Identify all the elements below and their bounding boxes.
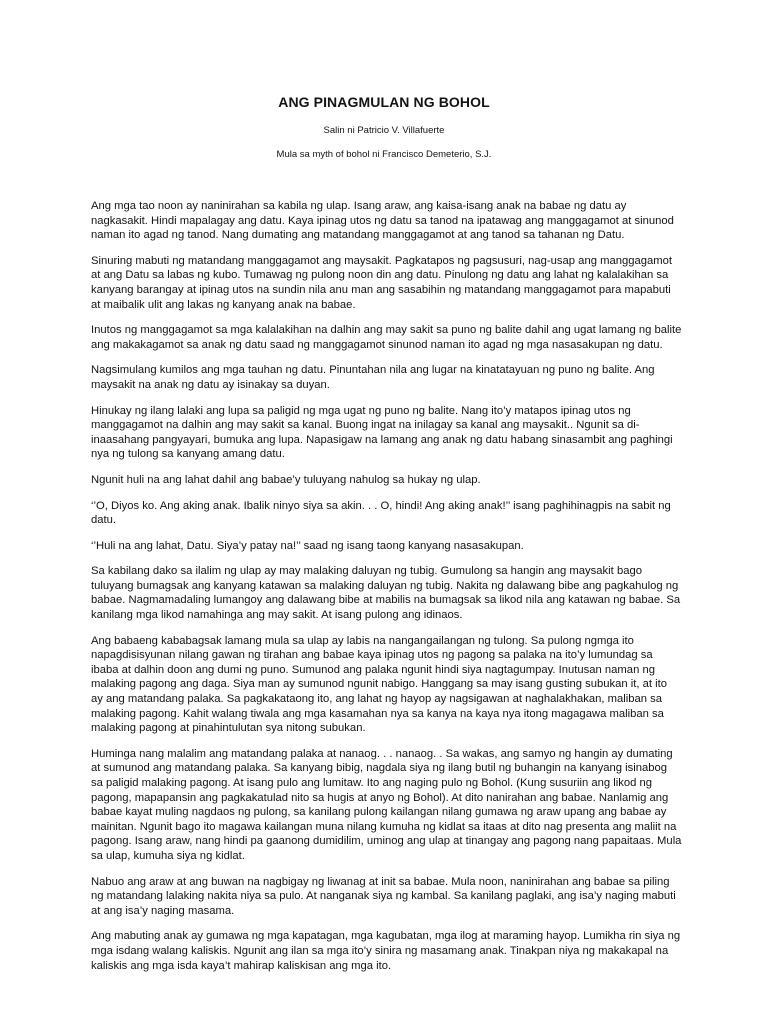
document-body	[91, 199, 682, 984]
paragraph: Sinuring mabuti ng matandang manggagamot ang maysakit. Pagkatapos ng pagsusuri, nag-usap ang manggagamot at ang Datu sa labas ng kubo. Tumawag ng pulong noon din ang datu. Pinulong ng datu ang lahat ng kalalakihan sa kanyang barangay at ipinag utos na sundin nila anu man ang sasabihin ng matandang manggagamot para mapabuti at maibalik ulit ang lakas ng kanyang anak na babae.	[91, 254, 673, 311]
paragraph: Sa kabilang dako sa ilalim ng ulap ay may malaking daluyan ng tubig. Gumulong sa hangin ang maysakit bago tuluyang bumagsak ang kanyang katawan sa malaking daluyan ng tubig. Nakita ng dalawang bibe ang pagkahulog ng babae. Nagmamadaling lumangoy ang dalawang bibe at mabilis na bumagsak sa likod nila ang katawan ng babae. Sa kanilang mga likod namahinga ang may sakit. At isang pulong ang idinaos.	[91, 565, 681, 622]
paragraph: Huminga nang malalim ang matandang palaka at nanaog. . . nanaog. . Sa wakas, ang samyo ng hangin ay dumating at sumunod ang matandang palaka. Sa kanyang bibig, nagdala siya ng ilang butil ng buhangin na kanyang isinabog sa paligid malaking pagong. At isang pulo ang lumitaw. Ito ang naging pulo ng Bohol. (Kung susuriin ang likod ng pagong, mapapansin ang pagkakatulad nito sa hugis at anyo ng Bohol). At dito nanirahan ang babae. Nanlamig ang babae kayat muling nagdaos ng pulong, sa kanilang pulong kailangan nilang gumawa ng araw upang ang babae ay mainitan. Ngunit bago ito magawa kailangan muna nilang kumuha ng kidlat sa itaas at dito nag presenta ang maliit na pagong. Isang araw, nang hindi pa gaanong dumidilim, uminog ang ulap at tinangay ang pagong nang papaitaas. Mula sa ulap, kumuha siya ng kidlat.	[91, 747, 682, 862]
paragraph: Ang mabuting anak ay gumawa ng mga kapatagan, mga kagubatan, mga ilog at maraming hayop. Lumikha rin siya ng mga isdang walang kaliskis. Ngunit ang ilan sa mga ito’y sinira ng masamang anak. Tinakpan niya ng makakapal na kaliskis ang mga isda kaya’t mahirap kaliskisan ang mga ito.	[91, 930, 681, 972]
source-credit: Mula sa myth of bohol ni Francisco Demeterio, S.J.	[276, 149, 492, 160]
document-title: ANG PINAGMULAN NG BOHOL	[278, 94, 490, 110]
paragraph: Ang mga tao noon ay naninirahan sa kabila ng ulap. Isang araw, ang kaisa-isang anak na babae ng datu ay nagkasakit. Hindi mapalagay ang datu. Kaya ipinag utos ng datu sa tanod na ipatawag ang manggagamot at sinunod naman ito agad ng tanod. Nang dumating ang matandang manggagamot at ang tanod sa tahanan ng Datu.	[91, 200, 674, 242]
translator-credit: Salin ni Patricio V. Villafuerte	[323, 125, 445, 136]
paragraph: ‘’Huli na ang lahat, Datu. Siya’y patay na!’’ saad ng isang taong kanyang nasasakupan.	[91, 539, 524, 552]
paragraph: Inutos ng manggagamot sa mga kalalakihan na dalhin ang may sakit sa puno ng balite dahil ang ugat lamang ng balite ang makakagamot sa anak ng datu saad ng manggagamot sinunod naman ito agad ng mga nasasakupan ng datu.	[91, 324, 682, 351]
paragraph: Ngunit huli na ang lahat dahil ang babae’y tuluyang nahulog sa hukay ng ulap.	[91, 473, 481, 486]
paragraph: Nagsimulang kumilos ang mga tauhan ng datu. Pinuntahan nila ang lugar na kinatatayuan ng puno ng balite. Ang maysakit na anak ng datu ay isinakay sa duyan.	[91, 364, 655, 391]
paragraph: Ang babaeng kababagsak lamang mula sa ulap ay labis na nangangailangan ng tulong. Sa pulong ngmga ito napagdisisyunan nilang gawan ng tirahan ang babae kaya ipinag utos ng pagong sa palaka na ito’y lumundag sa ibaba at dalhin doon ang dumi ng puno. Sumunod ang palaka ngunit hindi siya nagtagumpay. Inutusan naman ng malaking pagong ang daga. Siya man ay sumunod ngunit nabigo. Hanggang sa may isang gusting subukan it, at ito ay ang matandang palaka. Sa pagkakataong ito, ang lahat ng hayop ay nagsigawan at naghalakhakan, maliban sa malaking pagong. Kahit walang tiwala ang mga kasamahan nya sa kanya na kaya nya itong magagawa maliban sa malaking pagong at pinahintulutan sya nitong subukan.	[91, 634, 668, 735]
paragraph: Nabuo ang araw at ang buwan na nagbigay ng liwanag at init sa babae. Mula noon, naninirahan ang babae sa piling ng matandang lalaking nakita niya sa pulo. At nanganak siya ng kambal. Sa kanilang paglaki, ang isa’y naging mabuti at ang isa’y naging masama.	[91, 875, 676, 917]
paragraph: ‘’O, Diyos ko. Ang aking anak. Ibalik ninyo siya sa akin. . . O, hindi! Ang aking anak!’’ isang paghihinagpis na sabit ng datu.	[91, 499, 671, 527]
paragraph: Hinukay ng ilang lalaki ang lupa sa paligid ng mga ugat ng puno ng balite. Nang ito’y matapos ipinag utos ng manggagamot na dalhin ang may sakit sa kanal. Buong ingat na inilagay sa kanal ang maysakit.. Ngunit sa di-inaasahang pangyayari, bumuka ang lupa. Napasigaw na lamang ang anak ng datu habang sinasambit ang paghingi nya ng tulong sa kanyang amang datu.	[91, 404, 673, 461]
